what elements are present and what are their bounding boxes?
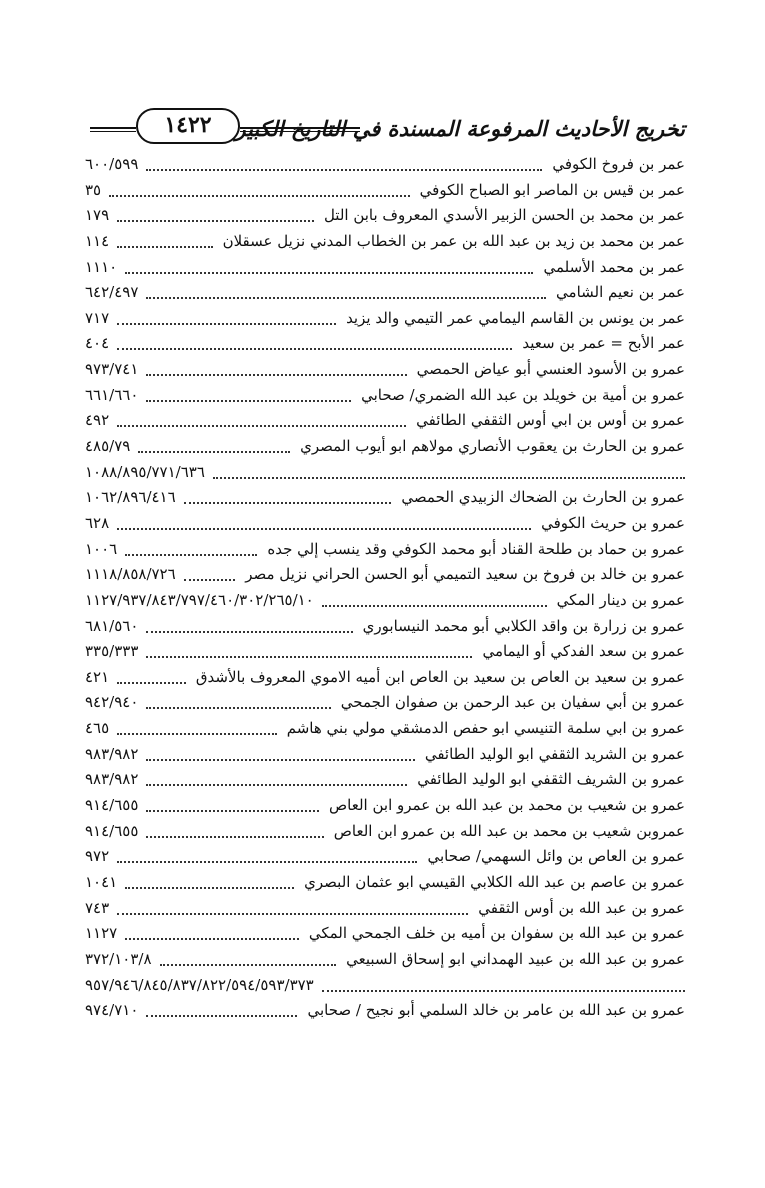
index-entry xyxy=(85,639,685,665)
entry-name: عمر الأبح = عمر بن سعيد xyxy=(522,334,685,353)
dot-leader xyxy=(146,1003,297,1017)
index-entry xyxy=(85,408,685,434)
entry-name: عمرو بن عبد الله بن أوس الثقفي xyxy=(478,898,685,917)
dot-leader xyxy=(322,593,547,607)
dot-leader xyxy=(117,311,336,325)
entry-refs: ٣٣٥/٣٣٣ xyxy=(85,642,139,661)
entry-name: عمرو بن أمية بن خويلد بن عبد الله الضمري/ صحابي xyxy=(361,385,685,404)
dot-leader xyxy=(146,747,415,761)
index-entry xyxy=(85,331,685,357)
entry-refs: ١١١٠ xyxy=(85,257,118,276)
entry-name: عمرو بن عبد الله بن سفوان بن أميه بن خلف الجمحي المكي xyxy=(308,924,685,943)
entry-name: عمرو بن الأسود العنسي أبو عياض الحمصي xyxy=(416,360,685,379)
dot-leader xyxy=(117,413,406,427)
entry-refs: ٦٢٨ xyxy=(85,513,110,532)
entry-name: عمر بن يونس بن القاسم اليمامي عمر التيمي والد يزيد xyxy=(346,308,685,327)
dot-leader xyxy=(117,901,468,915)
entry-name: عمرو بن حريث الكوفي xyxy=(541,513,685,532)
dot-leader xyxy=(146,644,472,658)
page-number: ١٤٢٢ xyxy=(164,112,212,138)
entry-refs: ٩١٤/٦٥٥ xyxy=(85,796,139,815)
entry-refs: ١٠٤١ xyxy=(85,872,118,891)
index-entry xyxy=(85,742,685,768)
index-entry xyxy=(85,665,685,691)
dot-leader xyxy=(125,542,257,556)
entry-name: عمرو بن الحارث بن يعقوب الأنصاري مولاهم ابو أيوب المصري xyxy=(300,437,685,456)
index-entry xyxy=(85,306,685,332)
dot-leader xyxy=(138,439,290,453)
entry-name: عمر بن محمد بن زيد بن عبد الله بن عمر بن الخطاب المدني نزيل عسقلان xyxy=(222,231,685,250)
entry-refs: ٩١٤/٦٥٥ xyxy=(85,821,139,840)
index-entry xyxy=(85,152,685,178)
index-entry xyxy=(85,767,685,793)
entry-refs: ٩٨٣/٩٨٢ xyxy=(85,770,139,789)
entry-refs: ٦٨١/٥٦٠ xyxy=(85,616,139,635)
index-entry xyxy=(85,716,685,742)
dot-leader xyxy=(146,619,353,633)
index-entry xyxy=(85,690,685,716)
running-title: تخريج الأحاديث المرفوعة المسندة في التاريخ الكبير xyxy=(235,116,685,141)
entry-refs: ١١١٨/٨٥٨/٧٢٦ xyxy=(85,565,176,584)
entry-name: عمرو بن سعيد بن العاص بن سعيد بن العاص ابن أميه الاموي المعروف بالأشدق xyxy=(195,667,685,686)
dot-leader xyxy=(184,567,235,581)
index-entry xyxy=(85,255,685,281)
entry-refs: ٦٠٠/٥٩٩ xyxy=(85,155,139,173)
dot-leader xyxy=(146,362,407,376)
index-entry xyxy=(85,357,685,383)
entry-refs: ٩٧٣/٧٤١ xyxy=(85,360,139,379)
index-entry xyxy=(85,229,685,255)
entry-refs: ١٠٦٢/٨٩٦/٤١٦ xyxy=(85,488,176,507)
dot-leader xyxy=(109,183,410,197)
entry-refs: ٩٥٧/٩٤٦/٨٤٥/٨٣٧/٨٢٢/٥٩٤/٥٩٣/٣٧٣ xyxy=(85,975,314,994)
index-entry xyxy=(85,588,685,614)
entry-refs: ١٧٩ xyxy=(85,206,110,225)
index-entry xyxy=(85,562,685,588)
dot-leader xyxy=(146,772,407,786)
entry-name: عمرو بن زرارة بن واقد الكلابي أبو محمد النيسابوري xyxy=(362,616,685,635)
index-entry xyxy=(85,844,685,870)
index-entry xyxy=(85,921,685,947)
index-entry xyxy=(85,485,685,511)
dot-leader xyxy=(117,721,277,735)
index-entry xyxy=(85,896,685,922)
entry-name: عمرو بن الشريف الثقفي ابو الوليد الطائفي xyxy=(417,770,685,789)
dot-leader xyxy=(213,465,685,479)
index-entry xyxy=(85,537,685,563)
dot-leader xyxy=(146,388,351,402)
entry-name: عمر بن محمد بن الحسن الزبير الأسدي المعروف بابن التل xyxy=(323,206,685,225)
entry-refs: ١٠٨٨/٨٩٥/٧٧١/٦٣٦ xyxy=(85,462,205,481)
entry-name: عمرو بن خالد بن فروخ بن سعيد التميمي أبو الحسن الحراني نزيل مصر xyxy=(245,565,685,584)
page-number-badge xyxy=(136,108,240,144)
entry-name: عمرو بن عبد الله بن عامر بن خالد السلمي أبو نجيح / صحابي xyxy=(307,1001,685,1020)
index-entry xyxy=(85,614,685,640)
dot-leader xyxy=(146,798,319,812)
entry-refs: ٩٨٣/٩٨٢ xyxy=(85,744,139,763)
dot-leader xyxy=(146,695,331,709)
index-entry xyxy=(85,383,685,409)
entry-name: عمرو بن ابي سلمة التنيسي ابو حفص الدمشقي مولي بني هاشم xyxy=(286,719,685,738)
index-entry xyxy=(85,819,685,845)
entry-refs: ٤٩٢ xyxy=(85,411,110,430)
entry-refs: ٤٢١ xyxy=(85,667,110,686)
entry-name: عمروبن شعيب بن محمد بن عبد الله بن عمرو ابن العاص xyxy=(333,821,685,840)
dot-leader xyxy=(125,260,533,274)
header-rule-left xyxy=(90,127,136,132)
entry-refs: ٣٥ xyxy=(85,180,102,199)
page-header xyxy=(90,108,685,148)
dot-leader xyxy=(117,516,531,530)
entry-refs: ٩٧٢ xyxy=(85,847,110,866)
entry-name: عمرو بن أوس بن ابي أوس الثقفي الطائفي xyxy=(416,411,685,430)
entry-refs: ٦٦١/٦٦٠ xyxy=(85,385,139,404)
entry-name: عمر بن فروخ الكوفي xyxy=(552,155,685,173)
entry-refs: ٧٤٣ xyxy=(85,898,110,917)
index-entry xyxy=(85,998,685,1024)
dot-leader xyxy=(146,157,542,171)
dot-leader xyxy=(125,875,294,889)
dot-leader xyxy=(117,208,314,222)
index-list xyxy=(85,152,685,1024)
entry-refs: ٩٧٤/٧١٠ xyxy=(85,1001,139,1020)
entry-refs: ١١٢٧/٩٣٧/٨٤٣/٧٩٧/٤٦٠/٣٠٢/٢٦٥/١٠ xyxy=(85,590,314,609)
entry-name: عمرو بن دينار المكي xyxy=(556,590,685,609)
index-entry xyxy=(85,870,685,896)
entry-name: عمرو بن حماد بن طلحة القناد أبو محمد الكوفي وقد ينسب إلي جده xyxy=(267,539,685,558)
entry-name: عمر بن نعيم الشامي xyxy=(556,283,685,302)
entry-name: عمرو بن الحارث بن الضحاك الزبيدي الحمصي xyxy=(401,488,685,507)
entry-name: عمر بن قيس بن الماصر ابو الصباح الكوفي xyxy=(419,180,685,199)
entry-refs: ١١٢٧ xyxy=(85,924,118,943)
index-entry xyxy=(85,973,685,999)
index-entry xyxy=(85,178,685,204)
entry-refs: ١٠٠٦ xyxy=(85,539,118,558)
index-entry xyxy=(85,203,685,229)
dot-leader xyxy=(184,490,391,504)
entry-refs: ٤٦٥ xyxy=(85,719,110,738)
entry-name: عمرو بن الشريد الثقفي ابو الوليد الطائفي xyxy=(424,744,685,763)
index-entry xyxy=(85,793,685,819)
header-rule-right xyxy=(240,127,360,132)
entry-name: عمر بن محمد الأسلمي xyxy=(543,257,685,276)
index-entry xyxy=(85,280,685,306)
entry-name: عمرو بن العاص بن وائل السهمي/ صحابي xyxy=(427,847,685,866)
dot-leader xyxy=(322,978,685,992)
dot-leader xyxy=(117,670,186,684)
entry-refs: ٧١٧ xyxy=(85,308,110,327)
entry-refs: ٤٨٥/٧٩ xyxy=(85,437,131,456)
dot-leader xyxy=(125,926,299,940)
index-entry xyxy=(85,947,685,973)
entry-name: عمرو بن عاصم بن عبد الله الكلابي القيسي ابو عثمان البصري xyxy=(304,872,685,891)
entry-refs: ٦٤٢/٤٩٧ xyxy=(85,283,139,302)
index-entry xyxy=(85,460,685,486)
dot-leader xyxy=(146,285,546,299)
dot-leader xyxy=(117,849,417,863)
index-entry xyxy=(85,511,685,537)
index-entry xyxy=(85,434,685,460)
dot-leader xyxy=(117,336,512,350)
entry-name: عمرو بن أبي سفيان بن عبد الرحمن بن صفوان الجمحي xyxy=(340,693,685,712)
entry-name: عمرو بن سعد الفدكي أو اليمامي xyxy=(482,642,685,661)
dot-leader xyxy=(146,824,324,838)
dot-leader xyxy=(117,234,213,248)
entry-refs: ١١٤ xyxy=(85,231,110,250)
entry-name: عمرو بن شعيب بن محمد بن عبد الله بن عمرو ابن العاص xyxy=(329,796,685,815)
dot-leader xyxy=(160,952,336,966)
entry-refs: ٤٠٤ xyxy=(85,334,110,353)
entry-name: عمرو بن عبد الله بن عبيد الهمداني ابو إسحاق السبيعي xyxy=(346,949,685,968)
entry-refs: ٩٤٢/٩٤٠ xyxy=(85,693,139,712)
entry-refs: ٣٧٢/١٠٣/٨ xyxy=(85,949,152,968)
